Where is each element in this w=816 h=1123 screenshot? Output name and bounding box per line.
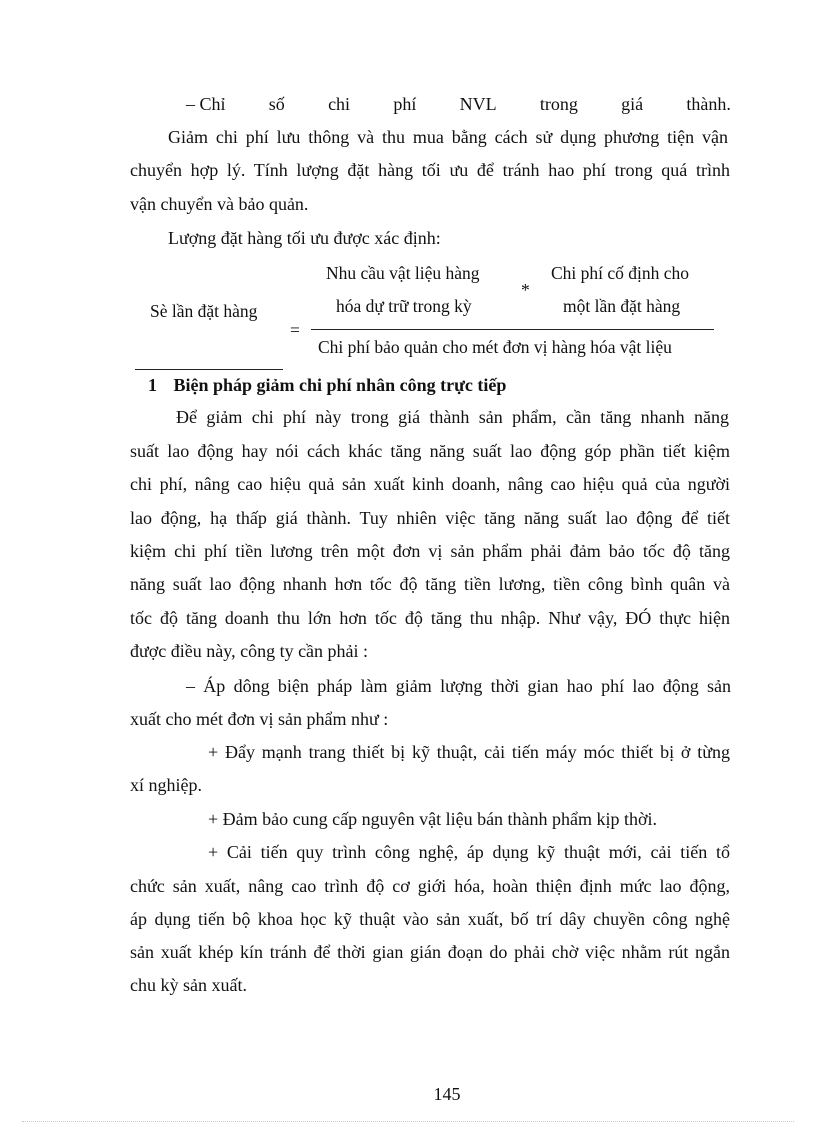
formula-term1-line1: Nhu cầu vật liệu hàng: [326, 263, 480, 283]
paragraph-line: Giảm chi phí lưu thông và thu mua bằng cách sử dụng phương tiện vận: [168, 127, 728, 147]
paragraph-line: năng suất lao động nhanh hơn tốc độ tăng tiền lương, tiền công bình quân và: [130, 574, 730, 594]
paragraph-line: tốc độ tăng doanh thu lớn hơn tốc độ tăng thu nhập. Như vậy, ĐÓ thực hiện: [130, 608, 730, 628]
sub-item-line: + Đẩy mạnh trang thiết bị kỹ thuật, cải tiến máy móc thiết bị ở từng: [208, 742, 730, 762]
intro-word: thành.: [686, 94, 731, 114]
formula-equals-sign: =: [290, 320, 300, 340]
paragraph-line: chi phí, nâng cao hiệu quả sản xuất kinh doanh, nâng cao hiệu quả của người: [130, 474, 730, 494]
paragraph-line: suất lao động hay nói cách khác tăng năng suất lao động góp phần tiết kiệm: [130, 441, 730, 461]
page-bottom-border: [22, 1121, 794, 1122]
paragraph-line: được điều này, công ty cần phải :: [130, 641, 369, 661]
fraction-bar: [311, 329, 714, 330]
intro-line: [186, 92, 731, 116]
intro-word: phí: [393, 94, 417, 114]
intro-word: số: [268, 94, 285, 114]
intro-word: – Chỉ: [186, 94, 226, 114]
paragraph-line: chuyển hợp lý. Tính lượng đặt hàng tối ưu để tránh hao phí trong quá trình: [130, 160, 730, 180]
paragraph-line: Để giảm chi phí này trong giá thành sản phẩm, cần tăng nhanh năng: [176, 407, 729, 427]
formula-term2-line2: một lần đặt hàng: [563, 296, 681, 316]
formula-term1-line2: hóa dự trữ trong kỳ: [336, 296, 472, 316]
intro-word: giá: [621, 94, 644, 114]
sub-item-line: chức sản xuất, nâng cao trình độ cơ giới hóa, hoàn thiện định mức lao động,: [130, 876, 730, 896]
intro-word: NVL: [459, 94, 497, 114]
section-number: 1: [148, 375, 157, 395]
paragraph-line: lao động, hạ thấp giá thành. Tuy nhiên việc tăng năng suất lao động để tiết: [130, 508, 730, 528]
intro-word: trong: [539, 94, 578, 114]
bullet-line: xuất cho mét đơn vị sản phẩm như :: [130, 709, 389, 729]
section-title: Biện pháp giảm chi phí nhân công trực tiếp: [173, 375, 507, 395]
formula-lhs: Sè lần đặt hàng: [150, 301, 258, 321]
formula-multiply-sign: *: [521, 280, 530, 300]
sub-item-line: chu kỳ sản xuất.: [130, 975, 247, 995]
sub-item-line: + Đảm bảo cung cấp nguyên vật liệu bán thành phẩm kịp thời.: [208, 809, 658, 829]
sub-item-line: sản xuất khép kín tránh để thời gian gián đoạn do phải chờ việc nhằm rút ngắn: [130, 942, 730, 962]
formula-term2-line1: Chi phí cố định cho: [551, 263, 690, 283]
section-heading: [148, 373, 748, 397]
bullet-line: – Áp dông biện pháp làm giảm lượng thời gian hao phí lao động sản: [186, 676, 731, 696]
paragraph-line: vận chuyển và bảo quản.: [130, 194, 309, 214]
sub-item-line: + Cải tiến quy trình công nghệ, áp dụng kỹ thuật mới, cải tiến tổ: [208, 842, 730, 862]
intro-word: chi: [328, 94, 351, 114]
sub-item-line: xí nghiệp.: [130, 775, 202, 795]
paragraph-line: kiệm chi phí tiền lương trên một đơn vị sản phẩm phải đảm bảo tốc độ tăng: [130, 541, 730, 561]
lhs-underline: [135, 369, 283, 370]
formula-intro: Lượng đặt hàng tối ưu được xác định:: [168, 228, 441, 248]
sub-item-line: áp dụng tiến bộ khoa học kỹ thuật vào sản xuất, bố trí dây chuyền công nghệ: [130, 909, 730, 929]
page-number: 145: [433, 1084, 461, 1104]
formula-denominator: Chi phí bảo quản cho mét đơn vị hàng hóa vật liệu: [318, 337, 672, 357]
